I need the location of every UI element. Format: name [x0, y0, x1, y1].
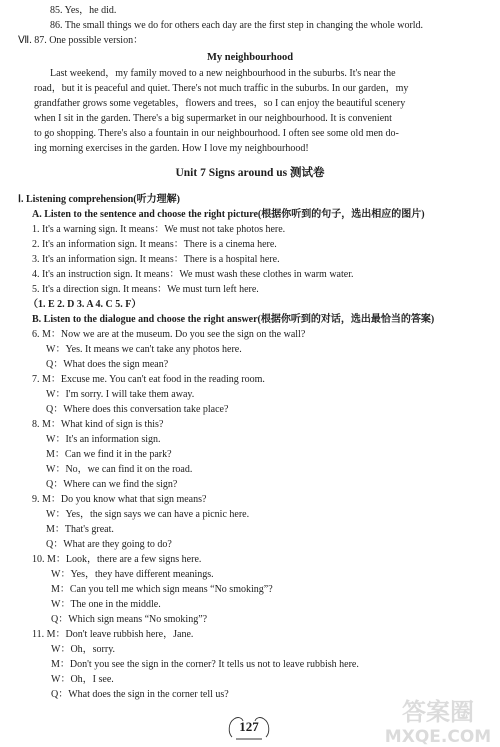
- dialogue-question: Q：Which sign means “No smoking”?: [51, 614, 208, 625]
- page-number: 127: [239, 719, 259, 734]
- listening-item: 4. It's an instruction sign. It means：We must wash these clothes in warm water.: [32, 269, 354, 280]
- dialogue-question: Q：Where does this conversation take place?: [46, 404, 229, 415]
- unit-title: Unit 7 Signs around us 测试卷: [175, 167, 325, 179]
- essay-line: to go shopping. There's also a fountain in our neighbourhood. I often see some old men do-: [34, 128, 399, 139]
- watermark-logo: [378, 690, 498, 746]
- answer-85: 85. Yes，he did.: [50, 5, 117, 16]
- dialogue-line: 6. M：Now we are at the museum. Do you see the sign on the wall?: [32, 329, 306, 340]
- section-1-heading: Ⅰ. Listening comprehension(听力理解): [18, 194, 180, 205]
- dialogue-line: 9. M：Do you know what that sign means?: [32, 494, 207, 505]
- dialogue-line: M：Don't you see the sign in the corner? It tells us not to leave rubbish here.: [51, 659, 359, 670]
- dialogue-line: W：No，we can find it on the road.: [46, 464, 193, 475]
- dialogue-line: 10. M：Look，there are a few signs here.: [32, 554, 202, 565]
- dialogue-line: 11. M：Don't leave rubbish here，Jane.: [32, 629, 194, 640]
- listening-item: 2. It's an information sign. It means：There is a cinema here.: [32, 239, 277, 250]
- listening-item: 3. It's an information sign. It means：There is a hospital here.: [32, 254, 280, 265]
- section-7-heading: Ⅶ. 87. One possible version：: [18, 35, 144, 46]
- listening-item: 5. It's a direction sign. It means：We must turn left here.: [32, 284, 259, 295]
- essay-line: road，but it is peaceful and quiet. There's not much traffic in the suburbs. In our garden，my: [34, 83, 409, 94]
- answer-86: 86. The small things we do for others each day are the first step in changing the whole world.: [50, 20, 424, 31]
- part-a-heading: A. Listen to the sentence and choose the right picture(根据你听到的句子，选出相应的图片): [32, 209, 425, 220]
- dialogue-question: Q：What does the sign in the corner tell us?: [51, 689, 229, 700]
- dialogue-line: M：That's great.: [46, 524, 114, 535]
- dialogue-line: W：Oh，I see.: [51, 674, 114, 685]
- dialogue-line: W：Oh，sorry.: [51, 644, 116, 655]
- part-b-heading: B. Listen to the dialogue and choose the right answer(根据你听到的对话，选出最恰当的答案): [32, 314, 435, 325]
- watermark-bottom: MXQE.COM: [384, 727, 492, 746]
- dialogue-question: Q：What are they going to do?: [46, 539, 172, 550]
- essay-title: My neighbourhood: [206, 52, 294, 63]
- dialogue-line: W：It's an information sign.: [46, 434, 161, 445]
- listening-item: 1. It's a warning sign. It means：We must not take photos here.: [32, 224, 286, 235]
- essay-line: ing morning exercises in the garden. How I love my neighbourhood!: [34, 143, 309, 154]
- dialogue-question: Q：Where can we find the sign?: [46, 479, 178, 490]
- dialogue-line: 7. M：Excuse me. You can't eat food in the reading room.: [32, 374, 265, 385]
- dialogue-line: M：Can we find it in the park?: [46, 449, 172, 460]
- dialogue-line: W：Yes，they have different meanings.: [51, 569, 214, 580]
- dialogue-line: W：The one in the middle.: [51, 599, 161, 610]
- dialogue-line: W：Yes. It means we can't take any photos here.: [46, 344, 242, 355]
- essay-line: when I sit in the garden. There's a big supermarket in our neighbourhood. It is convenient: [34, 113, 392, 124]
- dialogue-line: W：I'm sorry. I will take them away.: [46, 389, 195, 400]
- dialogue-line: 8. M：What kind of sign is this?: [32, 419, 164, 430]
- essay-line: grandfather grows some vegetables，flowers and trees，so I can enjoy the beautiful scenery: [34, 98, 406, 109]
- part-a-answers: （1. E 2. D 3. A 4. C 5. F）: [28, 299, 142, 310]
- dialogue-line: W：Yes，the sign says we can have a picnic here.: [46, 509, 250, 520]
- essay-line: Last weekend，my family moved to a new neighbourhood in the suburbs. It's near the: [50, 68, 396, 79]
- dialogue-line: M：Can you tell me which sign means “No smoking”?: [51, 584, 273, 595]
- dialogue-question: Q：What does the sign mean?: [46, 359, 169, 370]
- watermark-top: 答案圈: [402, 698, 474, 726]
